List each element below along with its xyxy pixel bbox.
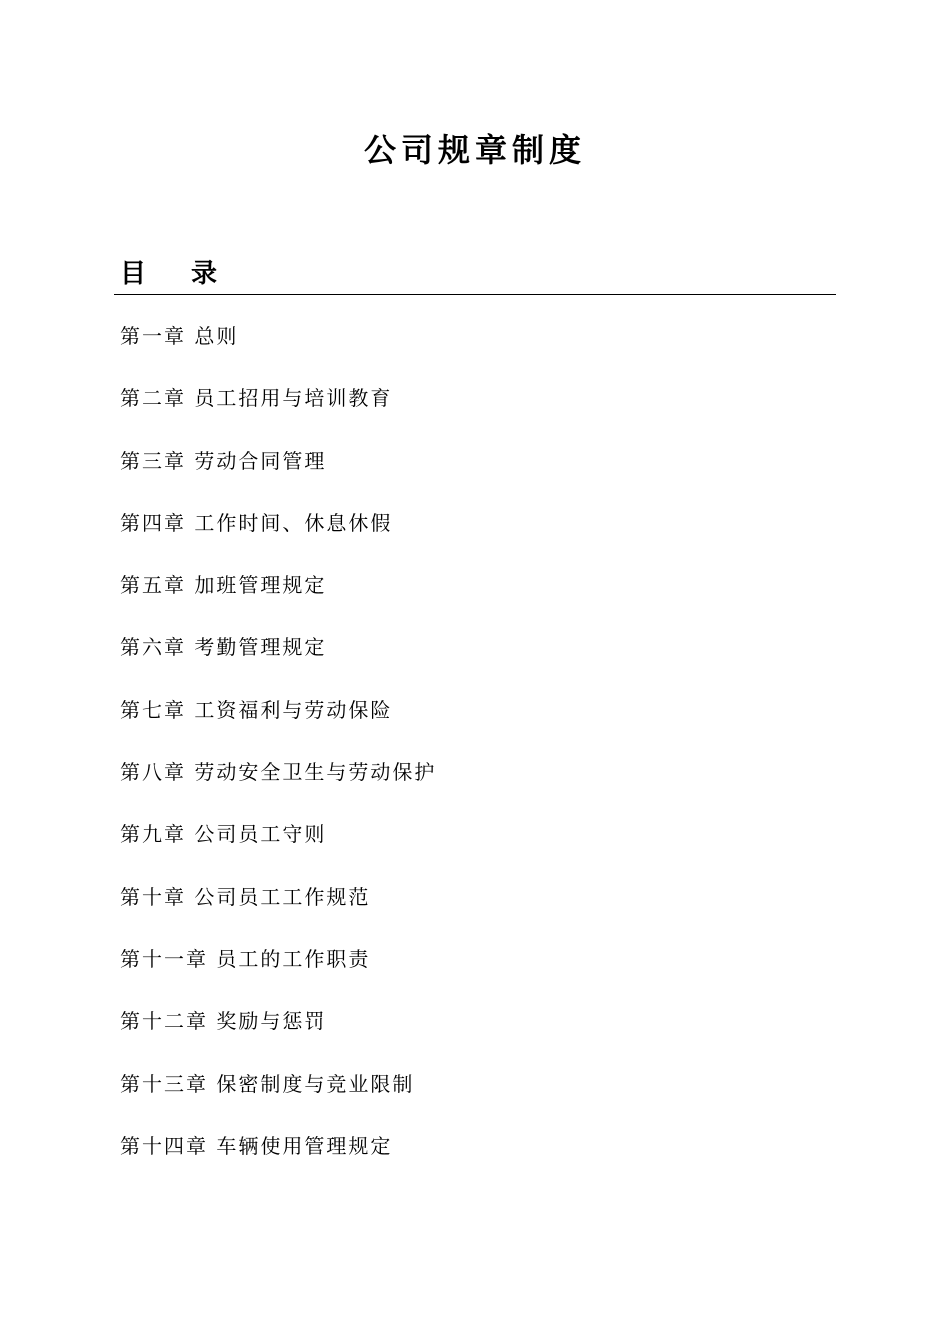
document-title: 公司规章制度	[363, 131, 586, 169]
toc-item-12: 第十二章 奖励与惩罚	[120, 1009, 327, 1034]
toc-item-6: 第六章 考勤管理规定	[120, 635, 327, 660]
toc-list	[120, 320, 436, 1192]
toc-item-8: 第八章 劳动安全卫生与劳动保护	[120, 760, 437, 785]
toc-heading: 目 录	[120, 259, 236, 289]
toc-item-10: 第十章 公司员工工作规范	[120, 884, 371, 909]
toc-item-7: 第七章 工资福利与劳动保险	[120, 697, 393, 722]
toc-item-4: 第四章 工作时间、休息休假	[120, 510, 393, 535]
toc-item-5: 第五章 加班管理规定	[120, 573, 327, 598]
toc-item-13: 第十三章 保密制度与竞业限制	[120, 1071, 415, 1096]
toc-divider	[114, 294, 836, 295]
toc-item-1: 第一章 总则	[120, 324, 239, 348]
toc-item-2: 第二章 员工招用与培训教育	[120, 386, 393, 411]
toc-item-11: 第十一章 员工的工作职责	[120, 946, 371, 971]
toc-item-9: 第九章 公司员工守则	[120, 822, 327, 847]
toc-item-14: 第十四章 车辆使用管理规定	[120, 1133, 393, 1158]
toc-item-3: 第三章 劳动合同管理	[120, 448, 327, 473]
